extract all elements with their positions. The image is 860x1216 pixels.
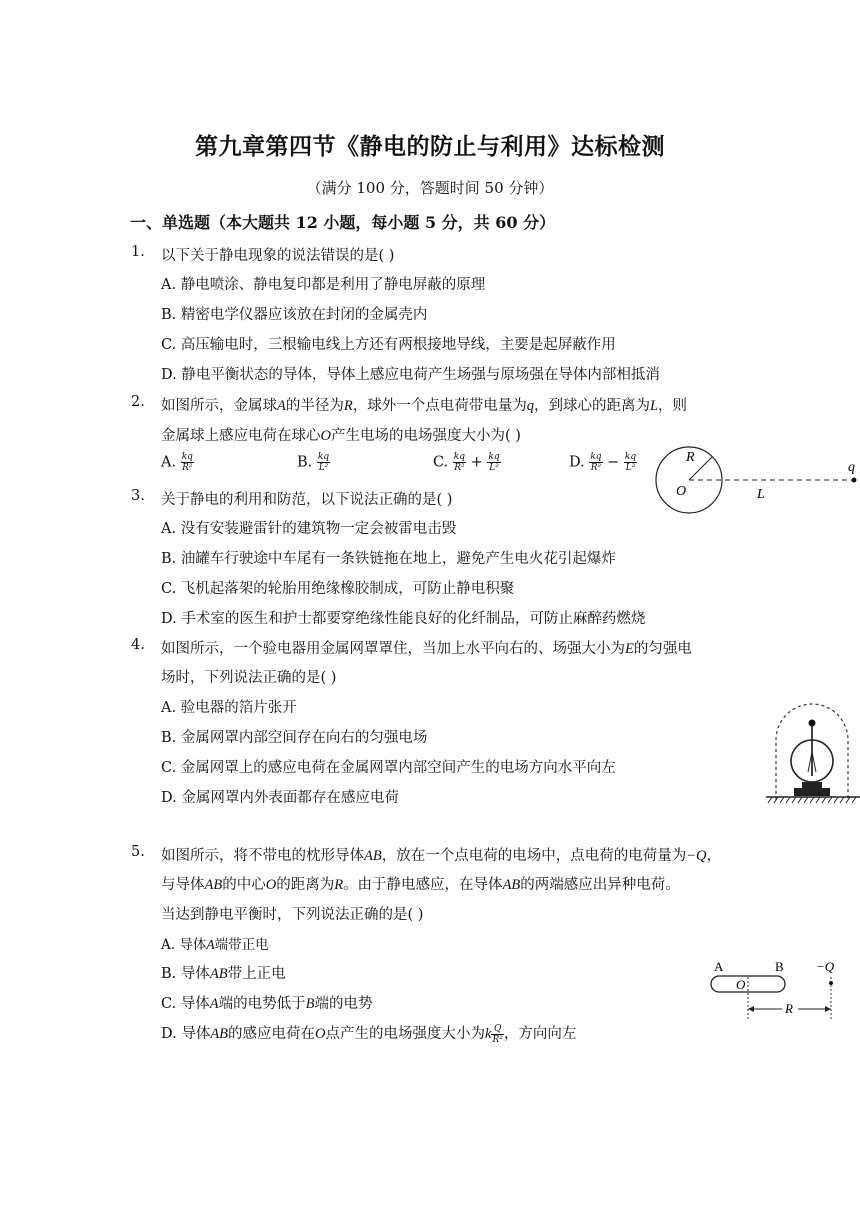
option-d: [161, 1022, 576, 1045]
text: ，方向向左: [503, 1026, 577, 1042]
var: k: [485, 1026, 492, 1042]
numerator: kq: [181, 452, 193, 462]
denominator: L²: [489, 463, 499, 473]
fraction: [181, 452, 194, 473]
var: AB: [204, 877, 223, 893]
label-o: O: [736, 977, 746, 992]
text: 的感应电荷在: [228, 1026, 316, 1042]
question-stem-line-3: 当达到静电平衡时，下列说法正确的是( ): [161, 907, 424, 923]
numerator: kq: [317, 452, 330, 462]
fraction: [589, 452, 602, 473]
text: ，球外一个点电荷带电量为: [352, 398, 527, 414]
option-a: A. 没有安装避雷针的建筑物一定会被雷电击毁: [161, 521, 457, 537]
text: ，放在一个点电荷的电场中，点电荷的电荷量为: [381, 848, 687, 864]
point-charge: [829, 981, 833, 985]
option-a: A. 静电喷涂、静电复印都是利用了静电屏蔽的原理: [161, 277, 486, 293]
text: ，到球心的距离为: [533, 398, 650, 414]
var: R: [343, 398, 353, 414]
denominator: R²: [454, 463, 465, 473]
arrow-head-left: [748, 1006, 754, 1012]
option-b: B. 金属网罩内部空间存在向右的匀强电场: [161, 730, 428, 746]
question-stem-line-2: 场时，下列说法正确的是( ): [161, 670, 337, 686]
var: AB: [364, 848, 382, 864]
numerator: kq: [488, 452, 500, 462]
text: 带上正电: [227, 966, 286, 982]
text: 金属球上感应电荷在球心: [161, 428, 321, 444]
option-c: C. 金属网罩上的感应电荷在金属网罩内部空间产生的电场方向水平向左: [161, 760, 616, 776]
question-stem: 以下关于静电现象的说法错误的是( ): [161, 248, 395, 264]
label-q: q: [848, 460, 855, 475]
denominator: R²: [590, 463, 602, 473]
text: 的距离为: [276, 877, 335, 893]
denominator: L²: [625, 463, 636, 473]
var: B: [305, 996, 315, 1012]
text: 端的电势低于: [218, 996, 306, 1012]
electroscope-figure: [764, 700, 860, 826]
electroscope-knob: [809, 720, 816, 727]
option-b: B. 精密电学仪器应该放在封闭的金属壳内: [161, 307, 428, 323]
operator: −: [607, 454, 620, 471]
question-stem: 关于静电的利用和防范，以下说法正确的是( ): [161, 492, 453, 508]
option-a: [161, 933, 269, 953]
question-stem-line-1: [161, 844, 721, 865]
option-c: [433, 452, 501, 473]
option-c: C. 飞机起落架的轮胎用绝缘橡胶制成，可防止静电积聚: [161, 581, 515, 597]
var: L: [649, 398, 659, 414]
option-label: A.: [161, 454, 177, 471]
text: 如图所示，一个验电器用金属网罩罩住，当加上水平向右的、场强大小为: [161, 641, 625, 657]
text: 如图所示，将不带电的枕形导体: [161, 848, 364, 864]
option-d: [569, 452, 637, 473]
text: 的半径为: [285, 398, 344, 414]
arrow-head-right: [825, 1006, 831, 1012]
var: O: [265, 877, 277, 893]
option-b: [161, 962, 286, 983]
question-number: 2.: [131, 394, 145, 410]
var: −Q: [686, 848, 707, 864]
question-number: 1.: [131, 244, 145, 260]
option-d: D. 手术室的医生和护士都要穿绝缘性能良好的化纤制品，可防止麻醉药燃烧: [161, 611, 646, 627]
question-stem-line-2: [161, 873, 680, 894]
text: 。由于静电感应，在导体: [343, 877, 503, 893]
var: A: [206, 937, 215, 952]
var: AB: [210, 1026, 229, 1042]
option-d: D. 静电平衡状态的导体，导体上感应电荷产生场强与原场强在导体内部相抵消: [161, 367, 660, 383]
var: A: [209, 996, 219, 1012]
option-a: A. 验电器的箔片张开: [161, 700, 297, 716]
text: ，: [706, 848, 721, 864]
numerator: kq: [453, 452, 466, 462]
label-a: A: [714, 959, 724, 974]
denominator: R²: [182, 463, 193, 473]
var: q: [526, 398, 534, 414]
option-label: D.: [569, 454, 585, 471]
text: 点产生的电场强度大小为: [325, 1026, 486, 1042]
section-heading: 一、单选题（本大题共 12 小题，每小题 5 分，共 60 分）: [130, 213, 556, 232]
fraction: [317, 452, 330, 473]
label-r: R: [785, 1001, 793, 1016]
text: 如图所示，金属球: [161, 398, 277, 414]
question-stem-line-1: [161, 394, 687, 415]
var: E: [625, 641, 634, 657]
option-c: [161, 992, 373, 1013]
var: AB: [209, 966, 228, 982]
denominator: L²: [318, 463, 329, 473]
text: C. 导体: [161, 996, 210, 1012]
option-d: D. 金属网罩内外表面都存在感应电荷: [161, 790, 399, 806]
text: 的匀强电: [633, 641, 692, 657]
text: 的中心: [222, 877, 266, 893]
text: 端的电势: [314, 996, 373, 1012]
text: A. 导体: [161, 937, 207, 953]
electroscope-base: [794, 788, 830, 796]
var: AB: [502, 877, 521, 893]
fraction: [453, 452, 466, 473]
text: 与导体: [161, 877, 205, 893]
option-label: B.: [297, 454, 313, 471]
label-r: R: [686, 450, 695, 465]
text: 的两端感应出异种电荷。: [520, 877, 680, 893]
text: D. 导体: [161, 1026, 211, 1042]
option-label: C.: [433, 454, 449, 471]
fraction: [487, 452, 500, 473]
var: R: [334, 877, 344, 893]
text: 产生电场的电场强度大小为( ): [330, 428, 521, 444]
var: A: [277, 398, 286, 414]
text: ，则: [658, 398, 688, 414]
document-title: 第九章第四节《静电的防止与利用》达标检测: [195, 133, 665, 160]
option-c: C. 高压输电时，三根输电线上方还有两根接地导线，主要是起屏蔽作用: [161, 337, 616, 353]
conductor-figure: [700, 955, 850, 1025]
option-a: [161, 452, 194, 473]
question-number: 3.: [131, 488, 145, 504]
label-b: B: [775, 959, 784, 974]
question-stem-line-2: [161, 424, 521, 445]
var: O: [320, 428, 331, 444]
question-number: 5.: [131, 844, 145, 860]
option-b: [297, 452, 330, 473]
numerator: Q: [491, 1024, 503, 1035]
electroscope-neck: [802, 782, 822, 788]
sphere-figure: [652, 440, 860, 522]
numerator: kq: [624, 452, 637, 462]
label-minus-q: −Q: [816, 959, 835, 974]
var: O: [315, 1026, 326, 1042]
option-b: B. 油罐车行驶途中车尾有一条铁链拖在地上，避免产生电火花引起爆炸: [161, 551, 616, 567]
question-number: 4.: [131, 637, 145, 653]
point-charge: [852, 478, 857, 483]
document-subtitle: （满分 100 分，答题时间 50 分钟）: [306, 179, 554, 197]
label-o: O: [676, 484, 687, 499]
text: 端带正电: [214, 937, 269, 953]
ground-hatch: [768, 797, 856, 803]
text: B. 导体: [161, 966, 210, 982]
numerator: kq: [590, 452, 602, 462]
denominator: R²: [492, 1034, 503, 1045]
fraction: [491, 1024, 503, 1045]
label-l: L: [757, 487, 765, 502]
fraction: [624, 452, 637, 473]
operator: +: [470, 454, 483, 471]
question-stem-line-1: [161, 637, 692, 658]
